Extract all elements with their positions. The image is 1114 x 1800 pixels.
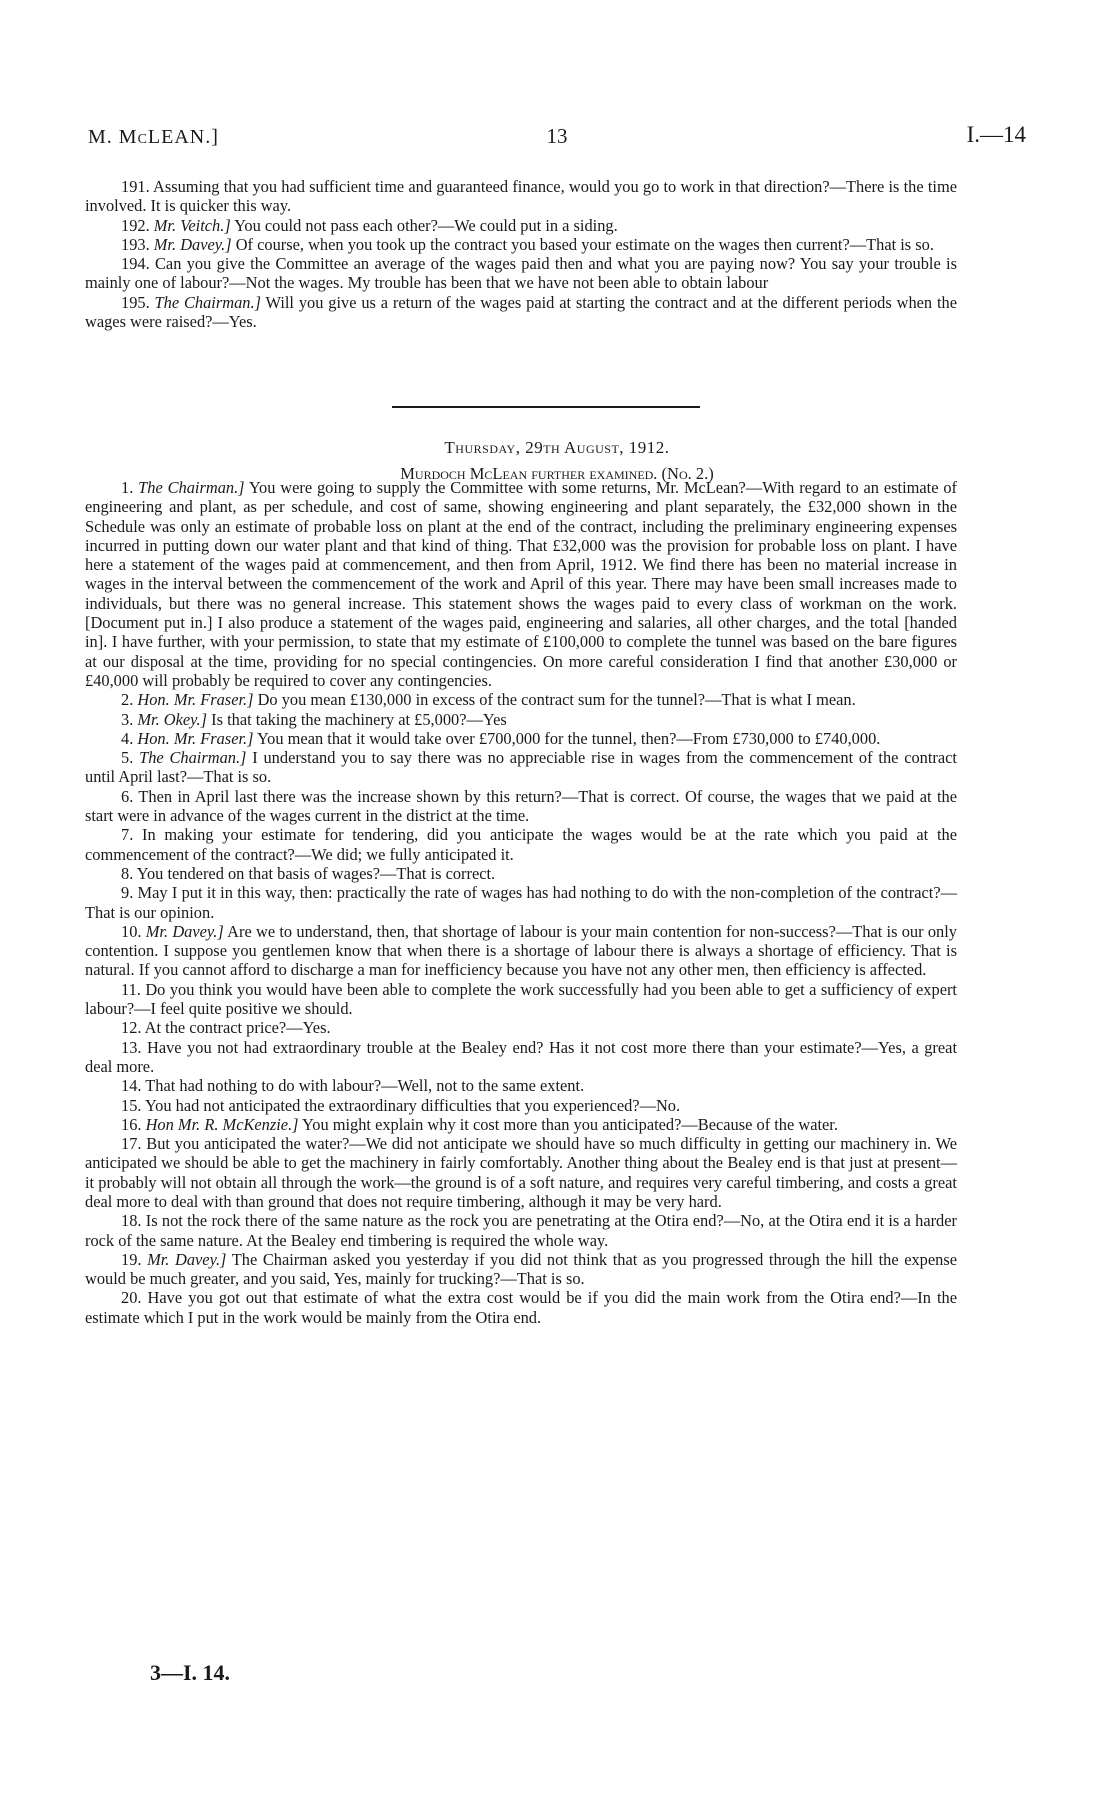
examination-heading: Murdoch McLean further examined. (No. 2.)	[400, 464, 714, 483]
question-paragraph	[85, 1076, 957, 1095]
testimony-text: 13. Have you not had extraordinary trouble at the Bealey end? Has it not cost more there than your estimate?—Yes, a great deal more.	[85, 1037, 957, 1076]
page-header	[88, 122, 1026, 152]
document-reference: I.—14	[966, 122, 1026, 147]
question-paragraph	[85, 177, 957, 216]
testimony-text: Is that taking the machinery at £5,000?—Yes	[207, 709, 507, 729]
page-number: 13	[546, 124, 568, 148]
question-number: 192.	[121, 215, 154, 235]
question-paragraph	[85, 690, 957, 709]
question-paragraph	[85, 787, 957, 826]
testimony-text: 7. In making your estimate for tendering, did you anticipate the wages would be at the rate which you paid at the commencement of the contract?—We did; we fully anticipated it.	[85, 825, 957, 864]
question-number: 193.	[121, 234, 154, 254]
testimony-text: Do you mean £130,000 in excess of the contract sum for the tunnel?—That is what I mean.	[253, 690, 856, 710]
speaker-name: The Chairman.]	[154, 292, 261, 312]
testimony-text: 15. You had not anticipated the extraordinary difficulties that you experienced?—No.	[121, 1095, 681, 1115]
question-paragraph	[85, 1038, 957, 1077]
speaker-name: Hon Mr. R. McKenzie.]	[145, 1114, 299, 1134]
question-paragraph	[85, 254, 957, 293]
date-heading: Thursday, 29th August, 1912.	[444, 438, 670, 457]
question-paragraph	[85, 729, 957, 748]
speaker-name: Hon. Mr. Fraser.]	[137, 728, 254, 748]
testimony-text: 12. At the contract price?—Yes.	[121, 1018, 331, 1038]
question-paragraph	[85, 235, 957, 254]
question-number: 195.	[121, 292, 155, 312]
question-paragraph	[85, 980, 957, 1019]
question-number: 2.	[121, 690, 138, 710]
witness-name: M. McLEAN.]	[88, 126, 219, 148]
question-number: 1.	[121, 478, 139, 497]
speaker-name: Mr. Davey.]	[147, 1249, 227, 1269]
question-number: 5.	[121, 748, 140, 768]
question-paragraph	[85, 864, 957, 883]
speaker-name: Hon. Mr. Fraser.]	[137, 690, 254, 710]
question-paragraph	[85, 1288, 957, 1327]
testimony-text: 8. You tendered on that basis of wages?—That is correct.	[121, 863, 496, 883]
question-number: 16.	[121, 1114, 146, 1134]
question-paragraph	[85, 478, 957, 690]
speaker-name: Mr. Davey.]	[145, 921, 224, 941]
testimony-block-2	[85, 478, 957, 1327]
testimony-text: Are we to understand, then, that shortage of labour is your main contention for non-success?—That is our only contention. I suppose you gentlemen know that when there is a shortage of labour there is always a shortage of efficiency. That is natural. If you cannot afford to discharge a man for inefficiency because you have not any other men, then efficiency is affected.	[85, 921, 957, 980]
question-paragraph	[85, 825, 957, 864]
question-number: 3.	[121, 709, 138, 729]
testimony-text: 194. Can you give the Committee an average of the wages paid then and what you are paying now? You say your trouble is mainly one of labour?—Not the wages. My trouble has been that we have not been able to obtain labour	[85, 254, 957, 293]
page-footer: 3—I. 14.	[150, 1660, 231, 1685]
testimony-text: Of course, when you took up the contract you based your estimate on the wages then current?—That is so.	[231, 234, 934, 254]
question-paragraph	[85, 293, 957, 332]
question-paragraph	[85, 748, 957, 787]
question-number: 4.	[121, 728, 138, 748]
speaker-name: The Chairman.]	[138, 478, 245, 497]
question-paragraph	[85, 216, 957, 235]
question-paragraph	[85, 922, 957, 980]
question-paragraph	[85, 1115, 957, 1134]
question-number: 19.	[121, 1249, 148, 1269]
question-number: 10.	[121, 921, 146, 941]
testimony-text: 9. May I put it in this way, then: practically the rate of wages has had nothing to do with the non-completion of the contract?—That is our opinion.	[85, 883, 957, 922]
section-divider	[392, 406, 700, 408]
testimony-text: 191. Assuming that you had sufficient time and guaranteed finance, would you go to work in that direction?—There is the time involved. It is quicker this way.	[85, 177, 957, 216]
testimony-block-1	[85, 177, 957, 331]
question-paragraph	[85, 1211, 957, 1250]
testimony-text: 14. That had nothing to do with labour?—Well, not to the same extent.	[121, 1076, 585, 1096]
testimony-text: You could not pass each other?—We could put in a siding.	[230, 215, 618, 235]
testimony-text: 20. Have you got out that estimate of what the extra cost would be if you did the main work from the Otira end?—In the estimate which I put in the work would be mainly from the Otira end.	[85, 1288, 957, 1327]
testimony-text: 18. Is not the rock there of the same nature as the rock you are penetrating at the Otira end?—No, at the Otira end it is a harder rock of the same nature. At the Bealey end timbering is required the whole way.	[85, 1211, 957, 1250]
question-paragraph	[85, 1018, 957, 1037]
testimony-text: 6. Then in April last there was the increase shown by this return?—That is correct. Of course, the wages that we paid at the start were in advance of the wages current in the district at the time.	[85, 786, 957, 826]
speaker-name: Mr. Okey.]	[137, 709, 208, 729]
testimony-text: You might explain why it cost more than you anticipated?—Because of the water.	[298, 1114, 838, 1134]
question-paragraph	[85, 883, 957, 922]
testimony-text: 17. But you anticipated the water?—We did not anticipate we should have so much difficulty in getting our machinery in. We anticipated we should be able to get the machinery in fairly comfortably. Another thing about the Bealey end is that just at present—it probably will not obtain all through the work—the ground is of a soft nature, and requires very careful timbering, and costs a great deal more to deal with than ground that does not require timbering, although it may be very hard.	[85, 1134, 957, 1211]
speaker-name: The Chairman.]	[139, 748, 247, 768]
testimony-text: I understand you to say there was no appreciable rise in wages from the commencement of the contract until April last?—That is so.	[85, 748, 957, 787]
testimony-text: You were going to supply the Committee with some returns, Mr. McLean?—With regard to an estimate of engineering and plant, as per schedule, and cost of same, showing engineering and plant separately, the £32,000 shown in the Schedule was only an estimate of probable loss on plant at the end of the contract, including the preliminary engineering expenses incurred in putting down our water plant and that kind of thing. That £32,000 was the provision for probable loss on plant. I have here a statement of the wages paid at commencement, and then from April, 1912. We find there has been no material increase in wages in the interval between the commencement of the work and April of this year. There may have been small increases made to individuals, but there was no general increase. This statement shows the wages paid to every class of workman on the work. [Document put in.] I also produce a statement of the wages paid, engineering and salaries, all other charges, and the total [handed in]. I have further, with your permission, to state that my estimate of £100,000 to complete the tunnel was based on the bare figures at our disposal at the time, providing for no special contingencies. On more careful consideration I find that another £30,000 or £40,000 will probably be required to cover any contingencies.	[85, 478, 957, 690]
question-paragraph	[85, 710, 957, 729]
question-paragraph	[85, 1250, 957, 1289]
testimony-text: The Chairman asked you yesterday if you did not think that as you progressed through the hill the expense would be much greater, and you said, Yes, mainly for trucking?—That is so.	[85, 1249, 957, 1289]
testimony-text: You mean that it would take over £700,000 for the tunnel, then?—From £730,000 to £740,000.	[253, 728, 881, 748]
testimony-text: Will you give us a return of the wages paid at starting the contract and at the different periods when the wages were raised?—Yes.	[85, 292, 957, 332]
speaker-name: Mr. Veitch.]	[153, 215, 231, 235]
question-paragraph	[85, 1096, 957, 1115]
question-paragraph	[85, 1134, 957, 1211]
speaker-name: Mr. Davey.]	[153, 234, 232, 254]
testimony-text: 11. Do you think you would have been able to complete the work successfully had you been able to get a sufficiency of expert labour?—I feel quite positive we should.	[85, 979, 957, 1019]
